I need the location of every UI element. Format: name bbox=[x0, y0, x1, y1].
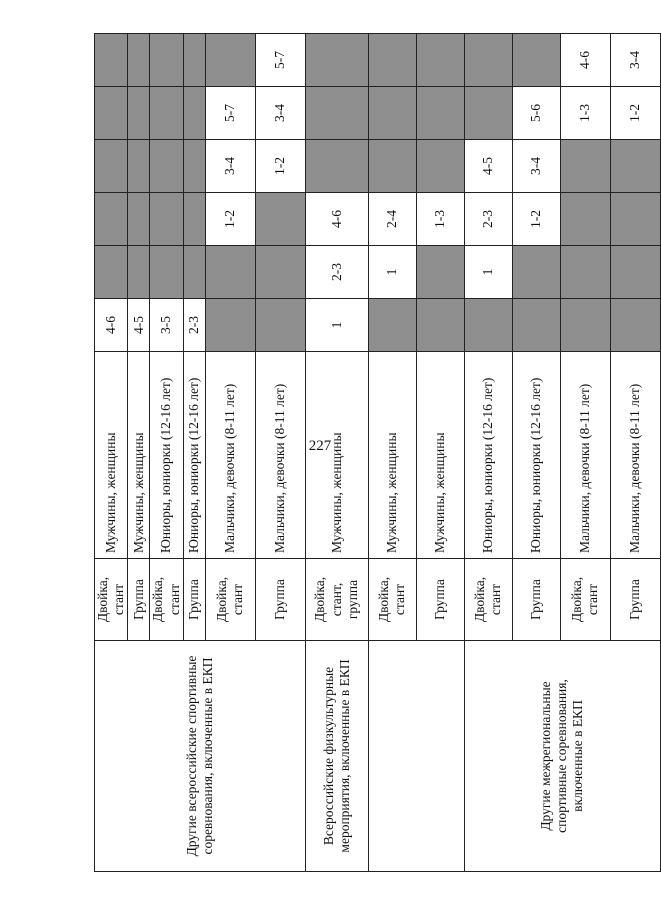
discipline-cell: Группа bbox=[183, 559, 205, 641]
place-cell bbox=[183, 34, 205, 87]
place-cell: 5-7 bbox=[255, 34, 305, 87]
table-row bbox=[368, 34, 416, 872]
discipline-cell: Группа bbox=[255, 559, 305, 641]
discipline-cell: Двойка, стант bbox=[150, 559, 183, 641]
place-cell: 3-4 bbox=[610, 34, 660, 87]
place-cell: 5-7 bbox=[205, 87, 255, 140]
place-cell bbox=[464, 87, 512, 140]
group-cell: Мальчики, девочки (8-11 лет) bbox=[205, 352, 255, 559]
place-cell: 4-6 bbox=[305, 193, 368, 246]
place-cell bbox=[610, 193, 660, 246]
discipline-cell: Группа bbox=[128, 559, 150, 641]
discipline-cell: Группа bbox=[416, 559, 464, 641]
place-cell bbox=[305, 87, 368, 140]
place-cell bbox=[560, 140, 610, 193]
table-row bbox=[464, 34, 512, 872]
group-cell: Мужчины, женщины bbox=[128, 352, 150, 559]
rotated-table-wrapper bbox=[94, 34, 643, 872]
discipline-cell: Группа bbox=[512, 559, 560, 641]
place-cell bbox=[128, 246, 150, 299]
group-cell: Мальчики, девочки (8-11 лет) bbox=[610, 352, 660, 559]
group-cell: Мужчины, женщины bbox=[368, 352, 416, 559]
place-cell: 4-5 bbox=[464, 140, 512, 193]
place-cell bbox=[512, 34, 560, 87]
place-cell: 4-6 bbox=[95, 299, 128, 352]
place-cell bbox=[368, 140, 416, 193]
place-cell bbox=[150, 246, 183, 299]
discipline-cell: Двойка, стант, группа bbox=[305, 559, 368, 641]
place-cell bbox=[128, 140, 150, 193]
place-cell bbox=[183, 193, 205, 246]
place-cell bbox=[255, 246, 305, 299]
place-cell bbox=[255, 299, 305, 352]
category-cell: Другие всероссийские спортивные соревнования, включенные в ЕКП bbox=[95, 641, 306, 872]
group-cell: Юниоры, юниорки (12-16 лет) bbox=[150, 352, 183, 559]
discipline-cell: Группа bbox=[610, 559, 660, 641]
place-cell: 1-2 bbox=[610, 87, 660, 140]
place-cell bbox=[128, 87, 150, 140]
place-cell bbox=[183, 140, 205, 193]
place-cell: 3-5 bbox=[150, 299, 183, 352]
place-cell bbox=[560, 246, 610, 299]
place-cell bbox=[610, 246, 660, 299]
place-cell bbox=[512, 246, 560, 299]
place-cell: 4-6 bbox=[560, 34, 610, 87]
place-cell: 2-3 bbox=[183, 299, 205, 352]
place-cell bbox=[464, 34, 512, 87]
place-cell bbox=[610, 299, 660, 352]
place-cell: 2-4 bbox=[368, 193, 416, 246]
place-cell: 1-2 bbox=[205, 193, 255, 246]
place-cell: 1-2 bbox=[255, 140, 305, 193]
place-cell: 1-3 bbox=[560, 87, 610, 140]
place-cell bbox=[560, 299, 610, 352]
place-cell bbox=[255, 193, 305, 246]
group-cell: Мужчины, женщины bbox=[305, 352, 368, 559]
discipline-cell: Двойка, стант bbox=[205, 559, 255, 641]
category-cell: Другие межрегиональные спортивные соревнования, включенные в ЕКП bbox=[464, 641, 660, 872]
category-cell bbox=[368, 641, 464, 872]
place-cell bbox=[305, 140, 368, 193]
results-table bbox=[94, 33, 661, 872]
place-cell bbox=[610, 140, 660, 193]
place-cell bbox=[416, 34, 464, 87]
group-cell: Юниоры, юниорки (12-16 лет) bbox=[464, 352, 512, 559]
place-cell: 3-4 bbox=[512, 140, 560, 193]
place-cell: 4-5 bbox=[128, 299, 150, 352]
place-cell bbox=[305, 34, 368, 87]
place-cell: 1-2 bbox=[512, 193, 560, 246]
place-cell bbox=[128, 193, 150, 246]
place-cell bbox=[416, 246, 464, 299]
place-cell: 3-4 bbox=[255, 87, 305, 140]
group-cell: Мужчины, женщины bbox=[416, 352, 464, 559]
table-row bbox=[95, 34, 128, 872]
discipline-cell: Двойка, стант bbox=[560, 559, 610, 641]
place-cell bbox=[150, 193, 183, 246]
table-row bbox=[305, 34, 368, 872]
place-cell bbox=[416, 299, 464, 352]
category-cell: Всероссийские физкультурные мероприятия, включенные в ЕКП bbox=[305, 641, 368, 872]
place-cell bbox=[560, 193, 610, 246]
place-cell bbox=[368, 87, 416, 140]
place-cell bbox=[416, 140, 464, 193]
place-cell: 2-3 bbox=[305, 246, 368, 299]
place-cell bbox=[368, 299, 416, 352]
group-cell: Юниоры, юниорки (12-16 лет) bbox=[512, 352, 560, 559]
place-cell bbox=[95, 87, 128, 140]
place-cell bbox=[183, 246, 205, 299]
page-number: 227 bbox=[308, 438, 332, 454]
place-cell bbox=[128, 34, 150, 87]
place-cell bbox=[205, 299, 255, 352]
place-cell bbox=[464, 299, 512, 352]
discipline-cell: Двойка, стант bbox=[464, 559, 512, 641]
place-cell: 2-3 bbox=[464, 193, 512, 246]
place-cell: 1 bbox=[464, 246, 512, 299]
place-cell bbox=[150, 87, 183, 140]
place-cell bbox=[512, 299, 560, 352]
place-cell: 3-4 bbox=[205, 140, 255, 193]
group-cell: Юниоры, юниорки (12-16 лет) bbox=[183, 352, 205, 559]
place-cell bbox=[95, 34, 128, 87]
table-body bbox=[95, 34, 661, 872]
place-cell bbox=[368, 34, 416, 87]
place-cell: 1-3 bbox=[416, 193, 464, 246]
place-cell bbox=[95, 140, 128, 193]
place-cell bbox=[205, 34, 255, 87]
group-cell: Мальчики, девочки (8-11 лет) bbox=[255, 352, 305, 559]
place-cell bbox=[150, 140, 183, 193]
group-cell: Мальчики, девочки (8-11 лет) bbox=[560, 352, 610, 559]
place-cell bbox=[205, 246, 255, 299]
place-cell bbox=[183, 87, 205, 140]
place-cell bbox=[416, 87, 464, 140]
group-cell: Мужчины, женщины bbox=[95, 352, 128, 559]
place-cell bbox=[95, 193, 128, 246]
discipline-cell: Двойка, стант bbox=[368, 559, 416, 641]
discipline-cell: Двойка, стант bbox=[95, 559, 128, 641]
place-cell: 1 bbox=[368, 246, 416, 299]
place-cell: 1 bbox=[305, 299, 368, 352]
place-cell: 5-6 bbox=[512, 87, 560, 140]
place-cell bbox=[150, 34, 183, 87]
place-cell bbox=[95, 246, 128, 299]
